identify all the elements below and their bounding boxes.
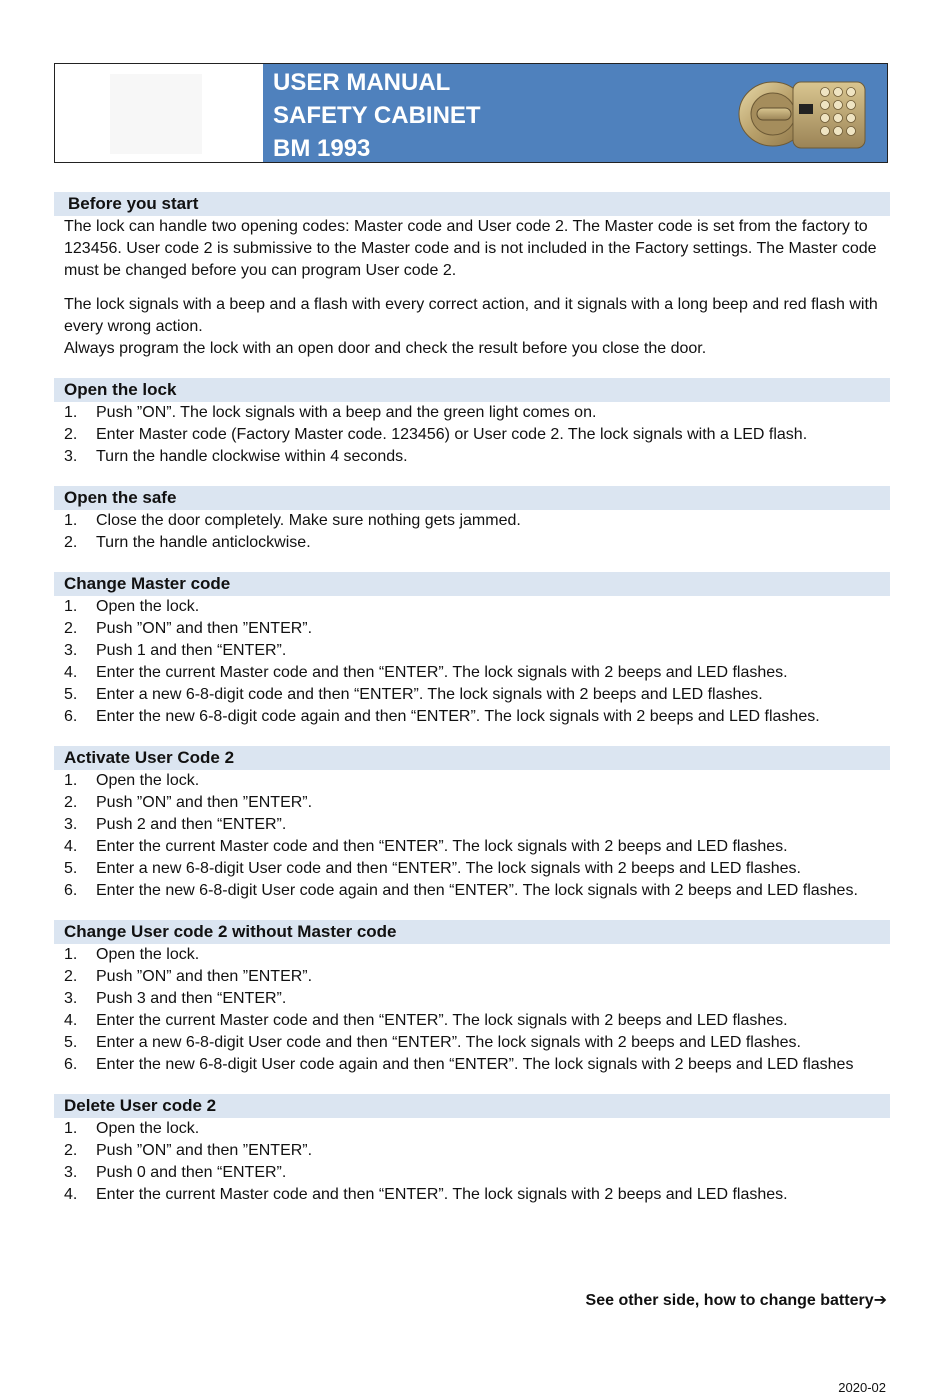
step-text: Push 2 and then “ENTER”.	[96, 816, 287, 833]
list-item	[54, 662, 890, 684]
step-number: 3.	[64, 642, 78, 659]
step-number: 2.	[64, 968, 78, 985]
list-item	[54, 402, 890, 424]
step-number: 5.	[64, 860, 78, 877]
paragraph: The lock signals with a beep and a flash with every correct action, and it signals with a long beep and red flash with every wrong action.	[64, 296, 878, 335]
list-item	[54, 1118, 890, 1140]
step-number: 5.	[64, 686, 78, 703]
step-text: Enter the new 6-8-digit User code again and then “ENTER”. The lock signals with 2 beeps and LED flashes	[96, 1056, 854, 1073]
step-number: 4.	[64, 1012, 78, 1029]
see-other-side-note: See other side, how to change battery➔	[585, 1292, 887, 1309]
step-number: 4.	[64, 664, 78, 681]
step-text: Open the lock.	[96, 1120, 200, 1137]
step-text: Enter Master code (Factory Master code. 123456) or User code 2. The lock signals with a LED flash.	[96, 426, 808, 443]
list-item	[54, 770, 890, 792]
list-item	[54, 966, 890, 988]
step-text: Close the door completely. Make sure nothing gets jammed.	[96, 512, 521, 529]
list-item	[54, 618, 890, 640]
step-number: 4.	[64, 838, 78, 855]
step-text: Push 3 and then “ENTER”.	[96, 990, 287, 1007]
step-list	[54, 944, 890, 1076]
step-list	[54, 402, 890, 468]
section-before-you-start	[54, 192, 890, 360]
list-item	[54, 880, 890, 902]
section-heading: Activate User Code 2	[54, 746, 890, 770]
step-number: 1.	[64, 946, 78, 963]
title-line-1: USER MANUAL	[273, 69, 451, 96]
step-number: 1.	[64, 512, 78, 529]
step-number: 3.	[64, 448, 78, 465]
step-number: 2.	[64, 620, 78, 637]
step-text: Enter the new 6-8-digit code again and then “ENTER”. The lock signals with 2 beeps and LED flashes.	[96, 708, 820, 725]
list-item	[54, 792, 890, 814]
list-item	[54, 596, 890, 618]
title-line-2: SAFETY CABINET	[273, 102, 481, 129]
step-text: Turn the handle clockwise within 4 seconds.	[96, 448, 408, 465]
step-text: Enter a new 6-8-digit code and then “ENTER”. The lock signals with 2 beeps and LED flashes.	[96, 686, 763, 703]
list-item	[54, 944, 890, 966]
step-text: Push ”ON” and then ”ENTER”.	[96, 620, 313, 637]
step-number: 2.	[64, 1142, 78, 1159]
step-text: Push ”ON”. The lock signals with a beep and the green light comes on.	[96, 404, 597, 421]
list-item	[54, 510, 890, 532]
section-heading: Open the safe	[54, 486, 890, 510]
list-item	[54, 836, 890, 858]
section-delete-user-code-2	[54, 1094, 890, 1206]
step-list	[54, 510, 890, 554]
step-text: Open the lock.	[96, 772, 200, 789]
list-item	[54, 858, 890, 880]
section-change-user-code-2	[54, 920, 890, 1076]
section-heading: Delete User code 2	[54, 1094, 890, 1118]
list-item	[54, 424, 890, 446]
step-text: Open the lock.	[96, 598, 200, 615]
step-text: Enter the current Master code and then “ENTER”. The lock signals with 2 beeps and LED flashes.	[96, 664, 788, 681]
step-number: 1.	[64, 598, 78, 615]
section-heading: Change Master code	[54, 572, 890, 596]
step-number: 1.	[64, 772, 78, 789]
section-heading: Open the lock	[54, 378, 890, 402]
step-text: Turn the handle anticlockwise.	[96, 534, 311, 551]
step-list	[54, 770, 890, 902]
section-open-the-safe	[54, 486, 890, 554]
step-number: 2.	[64, 534, 78, 551]
step-number: 2.	[64, 426, 78, 443]
step-text: Push ”ON” and then ”ENTER”.	[96, 968, 313, 985]
list-item	[54, 814, 890, 836]
list-item	[54, 1184, 890, 1206]
step-text: Push 0 and then “ENTER”.	[96, 1164, 287, 1181]
step-number: 5.	[64, 1034, 78, 1051]
step-text: Enter a new 6-8-digit User code and then “ENTER”. The lock signals with 2 beeps and LED flashes.	[96, 860, 801, 877]
section-change-master-code	[54, 572, 890, 728]
list-item	[54, 1162, 890, 1184]
section-heading: Before you start	[54, 192, 890, 216]
logo-placeholder	[110, 74, 202, 154]
step-number: 2.	[64, 794, 78, 811]
step-text: Enter the current Master code and then “ENTER”. The lock signals with 2 beeps and LED flashes.	[96, 1186, 788, 1203]
step-text: Open the lock.	[96, 946, 200, 963]
list-item	[54, 1032, 890, 1054]
list-item	[54, 684, 890, 706]
step-text: Push ”ON” and then ”ENTER”.	[96, 794, 313, 811]
list-item	[54, 706, 890, 728]
title-line-3: BM 1993	[273, 135, 371, 162]
step-text: Enter the current Master code and then “ENTER”. The lock signals with 2 beeps and LED flashes.	[96, 1012, 788, 1029]
section-heading: Change User code 2 without Master code	[54, 920, 890, 944]
step-text: Push 1 and then “ENTER”.	[96, 642, 287, 659]
list-item	[54, 988, 890, 1010]
section-activate-user-code-2	[54, 746, 890, 902]
step-number: 3.	[64, 816, 78, 833]
list-item	[54, 446, 890, 468]
paragraph: Always program the lock with an open door and check the result before you close the door.	[64, 340, 707, 357]
paragraph: The lock can handle two opening codes: Master code and User code 2. The Master code is set from the factory to 123456. User code 2 is submissive to the Master code and is not included in the Factory settings. The Master code must be changed before you can program User code 2.	[64, 218, 877, 279]
step-text: Enter a new 6-8-digit User code and then “ENTER”. The lock signals with 2 beeps and LED flashes.	[96, 1034, 801, 1051]
list-item	[54, 1054, 890, 1076]
logo-area	[55, 64, 263, 162]
document-header	[54, 63, 888, 163]
manual-content	[54, 192, 890, 1224]
step-number: 3.	[64, 990, 78, 1007]
step-number: 6.	[64, 1056, 78, 1073]
step-text: Enter the new 6-8-digit User code again and then “ENTER”. The lock signals with 2 beeps and LED flashes.	[96, 882, 858, 899]
list-item	[54, 532, 890, 554]
step-number: 3.	[64, 1164, 78, 1181]
step-number: 6.	[64, 708, 78, 725]
step-number: 4.	[64, 1186, 78, 1203]
list-item	[54, 1140, 890, 1162]
electronic-lock-icon	[737, 72, 869, 156]
step-list	[54, 596, 890, 728]
section-open-the-lock	[54, 378, 890, 468]
document-date: 2020-02	[838, 1380, 886, 1395]
title-banner	[263, 64, 887, 162]
step-number: 6.	[64, 882, 78, 899]
step-text: Push ”ON” and then ”ENTER”.	[96, 1142, 313, 1159]
list-item	[54, 1010, 890, 1032]
list-item	[54, 640, 890, 662]
step-number: 1.	[64, 1120, 78, 1137]
step-text: Enter the current Master code and then “ENTER”. The lock signals with 2 beeps and LED flashes.	[96, 838, 788, 855]
step-list	[54, 1118, 890, 1206]
step-number: 1.	[64, 404, 78, 421]
